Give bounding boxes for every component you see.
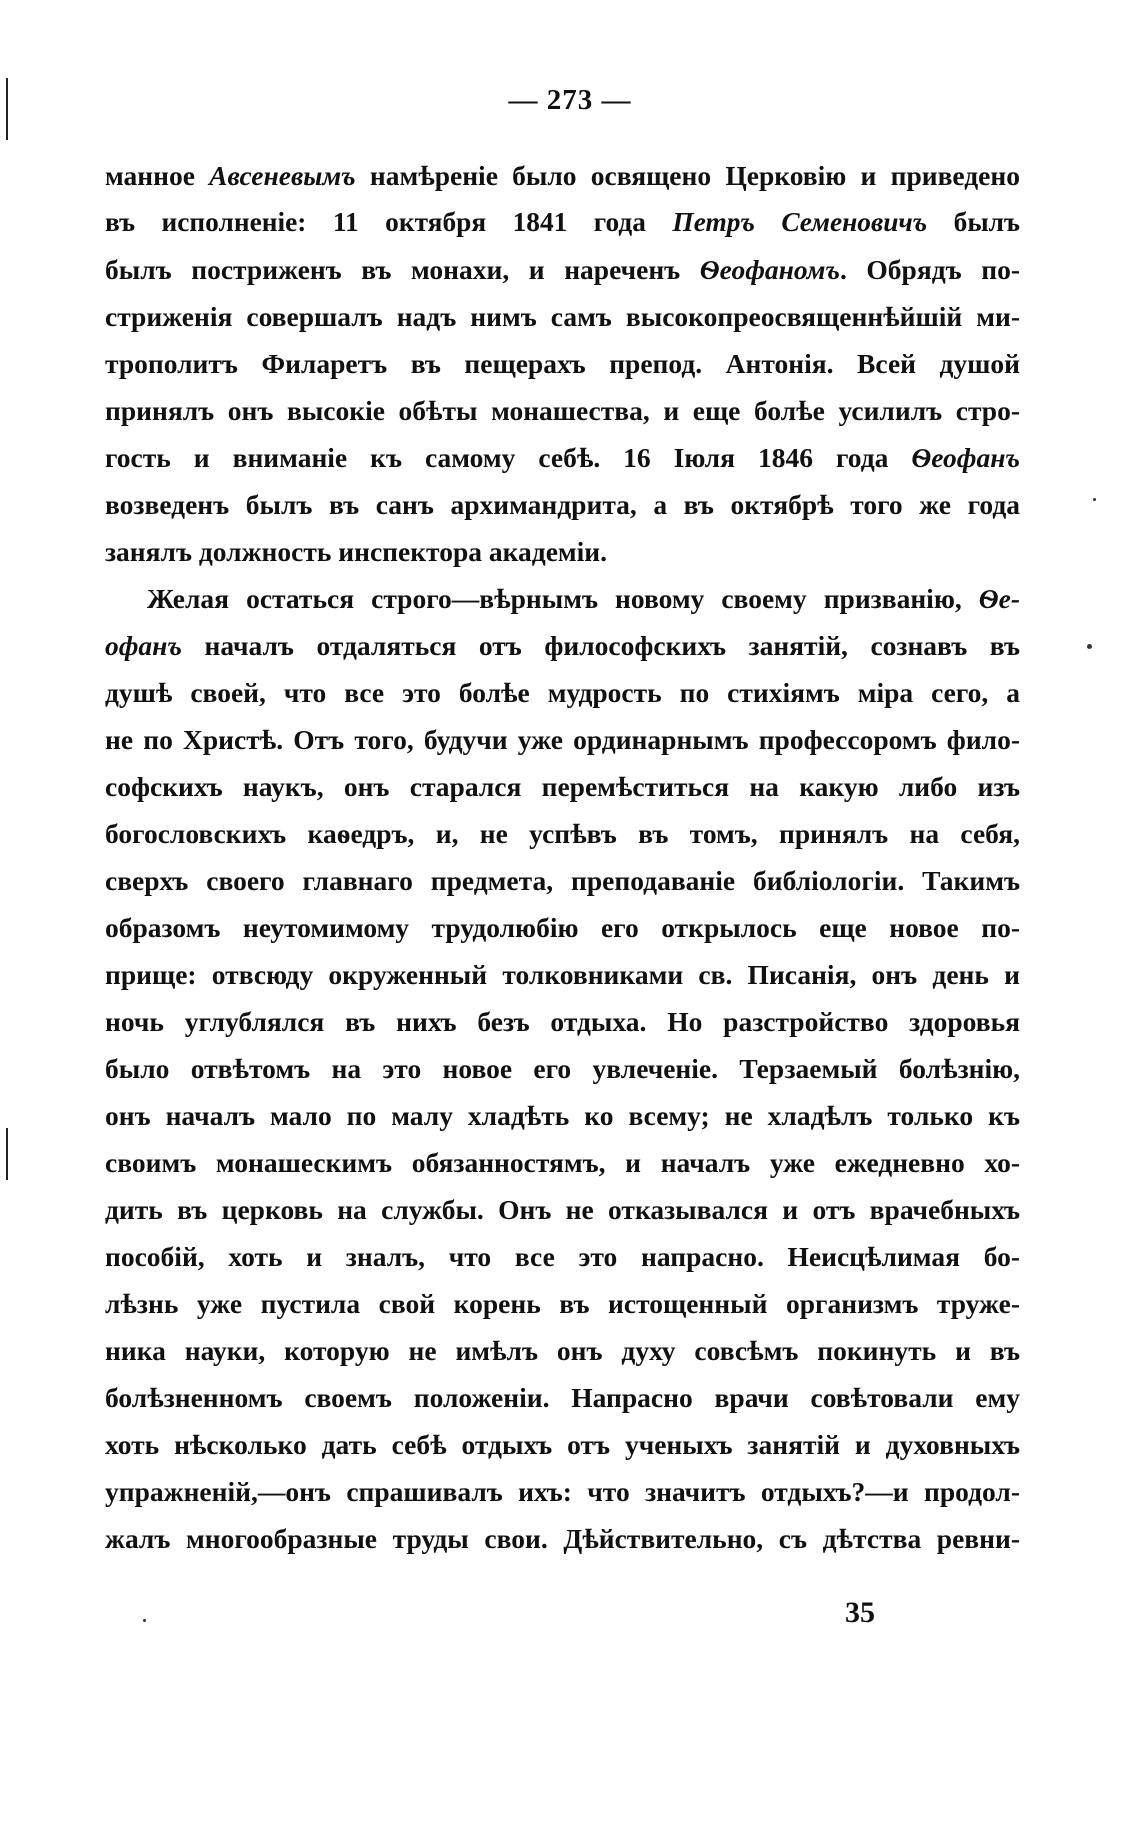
text-line: офанъ началъ отдаляться отъ философскихъ занятій, сознавъ въ <box>105 630 1020 661</box>
text-line: болѣзненномъ своемъ положеніи. Напрасно врачи совѣтовали ему <box>105 1382 1020 1413</box>
text-line: было отвѣтомъ на это новое его увлеченіе. Терзаемый болѣзнію, <box>105 1053 1020 1084</box>
text-line: Желая остаться строго—вѣрнымъ новому своему призванію, Ѳе- <box>147 583 1020 614</box>
text-line: онъ началъ мало по малу хладѣть ко всему; не хладѣлъ только къ <box>105 1100 1020 1131</box>
text-line: жалъ многообразные труды свои. Дѣйствительно, съ дѣтства ревни- <box>105 1523 1020 1554</box>
text-line: сверхъ своего главнаго предмета, преподаваніе библіологіи. Такимъ <box>105 865 1020 896</box>
ink-speck <box>143 1619 146 1622</box>
left-margin-rule-bottom <box>6 1128 8 1180</box>
text-line: стриженія совершалъ надъ нимъ самъ высокопреосвященнѣйшій ми- <box>105 301 1020 332</box>
text-line: возведенъ былъ въ санъ архимандрита, а въ октябрѣ того же года <box>105 489 1020 520</box>
page-number: — 273 — <box>508 84 632 116</box>
ink-speck <box>1087 644 1092 649</box>
text-line: гость и вниманіе къ самому себѣ. 16 Іюля 1846 года Ѳеофанъ <box>105 442 1020 473</box>
text-line: трополитъ Филаретъ въ пещерахъ препод. Антонія. Всей душой <box>105 348 1020 379</box>
text-line: лѣзнь уже пустила свой корень въ истощенный организмъ труже- <box>105 1288 1020 1319</box>
text-line: ночь углублялся въ нихъ безъ отдыха. Но разстройство здоровья <box>105 1006 1020 1037</box>
text-line: образомъ неутомимому трудолюбію его открылось еще новое по- <box>105 912 1020 943</box>
text-line: манное Авсеневымъ намѣреніе было освящено Церковію и приведено <box>105 160 1020 191</box>
text-line: былъ постриженъ въ монахи, и нареченъ Ѳеофаномъ. Обрядъ по- <box>105 254 1020 285</box>
ink-speck <box>1093 498 1096 501</box>
text-line: софскихъ наукъ, онъ старался перемѣститься на какую либо изъ <box>105 771 1020 802</box>
text-line: не по Христѣ. Отъ того, будучи уже ординарнымъ профессоромъ фило- <box>105 724 1020 755</box>
body-text <box>105 152 1020 1562</box>
text-line: прище: отвсюду окруженный толковниками св. Писанія, онъ день и <box>105 959 1020 990</box>
text-line: пособій, хоть и зналъ, что все это напрасно. Неисцѣлимая бо- <box>105 1241 1020 1272</box>
text-line: упражненій,—онъ спрашивалъ ихъ: что значитъ отдыхъ?—и продол- <box>105 1476 1020 1507</box>
text-line: дить въ церковь на службы. Онъ не отказывался и отъ врачебныхъ <box>105 1194 1020 1225</box>
text-line: своимъ монашескимъ обязанностямъ, и началъ уже ежедневно хо- <box>105 1147 1020 1178</box>
text-line: ника науки, которую не имѣлъ онъ духу совсѣмъ покинуть и въ <box>105 1335 1020 1366</box>
text-line: душѣ своей, что все это болѣе мудрость по стихіямъ міра сего, а <box>105 677 1020 708</box>
text-line: занялъ должность инспектора академіи. <box>105 536 607 567</box>
signature-mark: 35 <box>845 1596 875 1629</box>
text-line: въ исполненіе: 11 октября 1841 года Петръ Семеновичъ былъ <box>105 207 1020 237</box>
text-line: богословскихъ каѳедръ, и, не успѣвъ въ томъ, принялъ на себя, <box>105 818 1020 849</box>
text-line: хоть нѣсколько дать себѣ отдыхъ отъ ученыхъ занятій и духовныхъ <box>105 1429 1020 1460</box>
text-line: принялъ онъ высокіе обѣты монашества, и еще болѣе усилилъ стро- <box>105 395 1020 426</box>
